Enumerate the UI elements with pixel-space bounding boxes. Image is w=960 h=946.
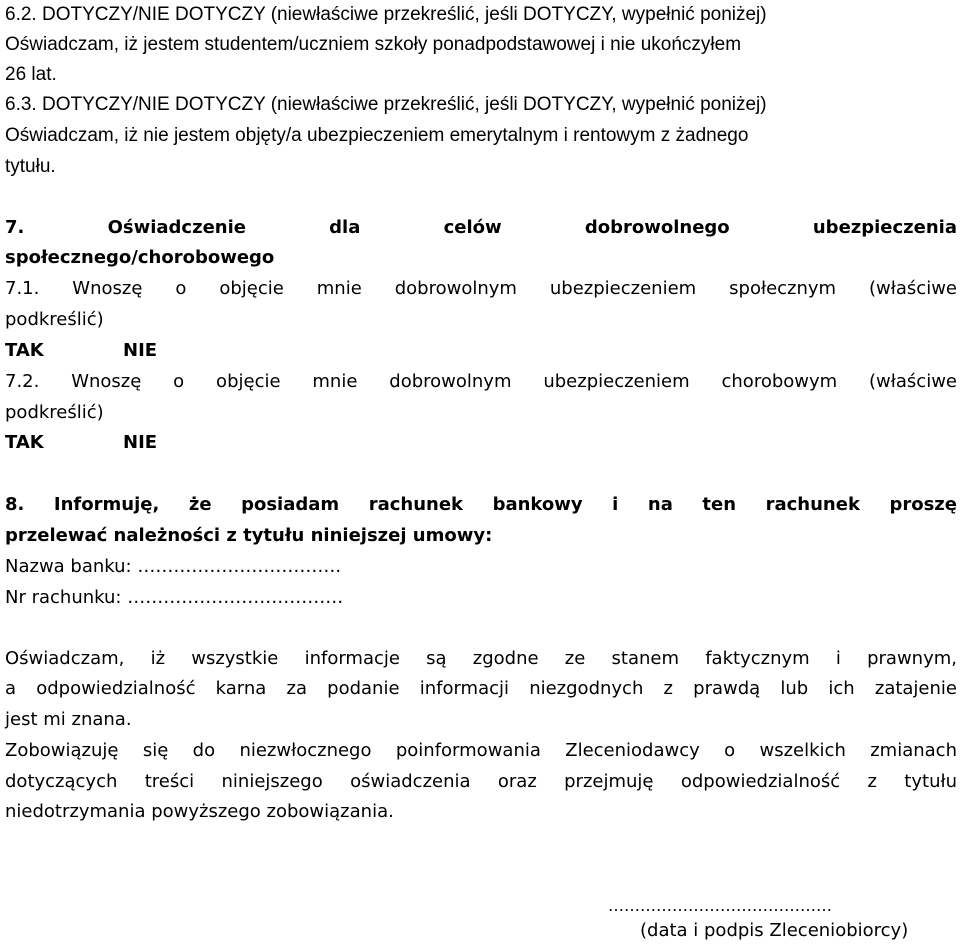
- signature-dots: ……………………………………: [608, 896, 832, 915]
- item-7-1-text: 7.1. Wnoszę o objęcie mnie dobrowolnym ubezpieczeniem społecznym (właściwe: [5, 278, 957, 299]
- declaration-1-line-3: jest mi znana.: [5, 709, 132, 730]
- declaration-2-line-3: niedotrzymania powyższego zobowiązania.: [5, 801, 394, 822]
- section-8-heading-cont: przelewać należności z tytułu niniejszej umowy:: [5, 525, 493, 546]
- section-7-heading-cont: społecznego/chorobowego: [5, 247, 275, 268]
- section-7-heading: 7. Oświadczenie dla celów dobrowolnego ubezpieczenia: [5, 217, 957, 238]
- option-tak: TAK: [5, 432, 44, 453]
- item-6-3-statement-end: tytułu.: [5, 156, 56, 177]
- item-6-3-heading: 6.3. DOTYCZY/NIE DOTYCZY (niewłaściwe przekreślić, jeśli DOTYCZY, wypełnić poniżej): [5, 94, 767, 115]
- bank-name-field: Nazwa banku: …………………………….: [5, 556, 342, 577]
- item-6-2-statement: Oświadczam, iż jestem studentem/uczniem szkoły ponadpodstawowej i nie ukończyłem: [5, 34, 742, 55]
- item-7-1-text-cont: podkreślić): [5, 309, 104, 330]
- item-6-2-heading: 6.2. DOTYCZY/NIE DOTYCZY (niewłaściwe przekreślić, jeśli DOTYCZY, wypełnić poniżej): [5, 4, 767, 25]
- item-6-2-statement-end: 26 lat.: [5, 64, 57, 85]
- item-7-2-options: [5, 428, 157, 458]
- account-number-field: Nr rachunku: ………………………………: [5, 587, 344, 608]
- option-tak: TAK: [5, 340, 44, 361]
- item-7-2-text-cont: podkreślić): [5, 402, 104, 423]
- declaration-1-line-2: a odpowiedzialność karna za podanie informacji niezgodnych z prawdą lub ich zatajenie: [5, 678, 957, 699]
- declaration-2-line-2: dotyczących treści niniejszego oświadczenia oraz przejmuję odpowiedzialność z tytułu: [5, 771, 957, 792]
- option-nie: NIE: [123, 432, 158, 453]
- signature-caption: (data i podpis Zleceniobiorcy): [640, 920, 909, 941]
- item-7-2-text: 7.2. Wnoszę o objęcie mnie dobrowolnym ubezpieczeniem chorobowym (właściwe: [5, 371, 957, 392]
- section-8-heading: 8. Informuję, że posiadam rachunek bankowy i na ten rachunek proszę: [5, 494, 957, 515]
- declaration-2-line-1: Zobowiązuję się do niezwłocznego poinformowania Zleceniodawcy o wszelkich zmianach: [5, 740, 957, 761]
- item-7-1-options: [5, 336, 157, 366]
- item-6-3-statement: Oświadczam, iż nie jestem objęty/a ubezpieczeniem emerytalnym i rentowym z żadnego: [5, 125, 749, 146]
- declaration-1-line-1: Oświadczam, iż wszystkie informacje są zgodne ze stanem faktycznym i prawnym,: [5, 648, 957, 669]
- option-nie: NIE: [123, 340, 158, 361]
